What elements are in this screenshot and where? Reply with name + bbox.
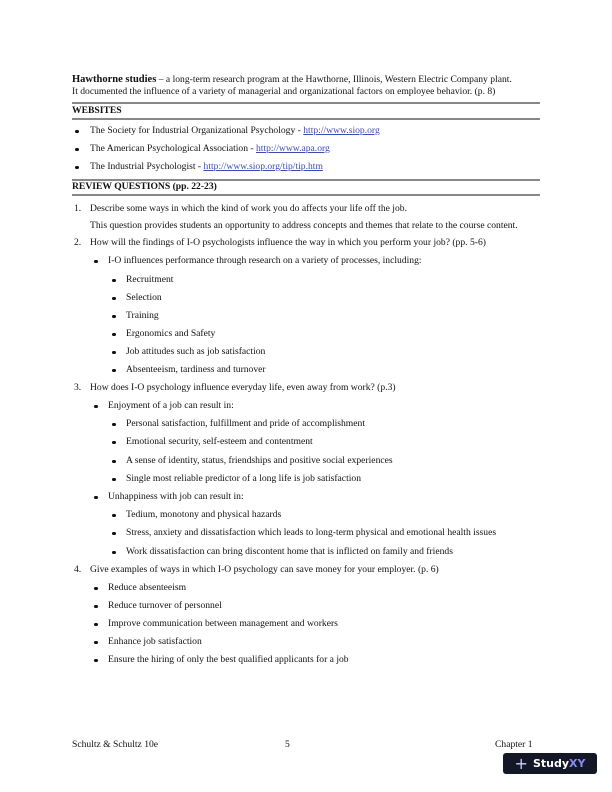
website-item: [90, 143, 330, 155]
website-label: The Society for Industrial Organizational Psychology -: [90, 125, 304, 136]
website-label: The American Psychological Association -: [90, 143, 256, 154]
definition-text: – a long-term research program at the Hawthorne, Illinois, Western Electric Company plant.: [156, 74, 512, 85]
bullet-item: Reduce absenteeism: [108, 582, 187, 593]
footer-left: Schultz & Schultz 10e: [72, 739, 159, 750]
bullet-item: Unhappiness with job can result in:: [108, 491, 244, 502]
bullet-icon: [75, 130, 79, 134]
page-number: 5: [285, 739, 290, 750]
website-link[interactable]: http://www.siop.org: [303, 125, 380, 136]
bullet-icon: [112, 423, 116, 427]
sub-bullet-item: Absenteeism, tardiness and turnover: [126, 364, 266, 375]
website-label: The Industrial Psychologist -: [90, 161, 204, 172]
question-number: 1.: [74, 203, 82, 214]
divider: [72, 118, 540, 120]
definition-line-2: It documented the influence of a variety of managerial and organizational factors on employee behavior. (p. 8): [72, 86, 496, 97]
bullet-icon: [94, 260, 98, 264]
sub-bullet-item: Tedium, monotony and physical hazards: [126, 509, 282, 520]
divider: [72, 194, 540, 196]
bullet-icon: [112, 351, 116, 355]
sub-bullet-item: Work dissatisfaction can bring discontent home that is inflicted on family and friends: [126, 546, 453, 557]
definition-line-1: [72, 74, 512, 86]
question-text: How will the findings of I-O psychologists influence the way in which you perform your job? (pp. 5-6): [90, 237, 486, 248]
bullet-icon: [94, 623, 98, 627]
bullet-item: Reduce turnover of personnel: [108, 600, 222, 611]
review-heading: REVIEW QUESTIONS (pp. 22-23): [72, 181, 217, 192]
question-number: 4.: [74, 564, 82, 575]
sub-bullet-item: Ergonomics and Safety: [126, 328, 216, 339]
bullet-item: Enhance job satisfaction: [108, 636, 202, 647]
bullet-icon: [75, 148, 79, 152]
sub-bullet-item: Recruitment: [126, 274, 174, 285]
answer-text: This question provides students an opportunity to address concepts and themes that relate to the course content.: [90, 220, 518, 231]
bullet-icon: [75, 166, 79, 170]
sub-bullet-item: Selection: [126, 292, 162, 303]
bullet-icon: [94, 605, 98, 609]
sub-bullet-item: Stress, anxiety and dissatisfaction which leads to long-term physical and emotional health issues: [126, 527, 497, 538]
sub-bullet-item: Job attitudes such as job satisfaction: [126, 346, 266, 357]
question-text: How does I-O psychology influence everyday life, even away from work? (p.3): [90, 382, 396, 393]
website-item: [90, 125, 380, 137]
bullet-icon: [112, 315, 116, 319]
question-text: Give examples of ways in which I-O psychology can save money for your employer. (p. 6): [90, 564, 439, 575]
sub-bullet-item: Training: [126, 310, 159, 321]
bullet-icon: [112, 551, 116, 555]
bullet-icon: [94, 496, 98, 500]
bullet-icon: [94, 641, 98, 645]
footer-right: Chapter 1: [495, 739, 533, 750]
sub-bullet-item: Single most reliable predictor of a long life is job satisfaction: [126, 473, 361, 484]
definition-term: Hawthorne studies: [72, 74, 157, 85]
website-link[interactable]: http://www.siop.org/tip/tip.htm: [203, 161, 323, 172]
badge-suffix: XY: [569, 757, 586, 770]
bullet-item: Enjoyment of a job can result in:: [108, 400, 234, 411]
bullet-icon: [112, 279, 116, 283]
sub-bullet-item: Personal satisfaction, fulfillment and pride of accomplishment: [126, 418, 365, 429]
bullet-item: I-O influences performance through research on a variety of processes, including:: [108, 255, 422, 266]
website-item: [90, 161, 323, 173]
bullet-icon: [112, 478, 116, 482]
bullet-icon: [112, 460, 116, 464]
bullet-item: Improve communication between management and workers: [108, 618, 338, 629]
question-number: 2.: [74, 237, 82, 248]
bullet-icon: [112, 514, 116, 518]
divider: [72, 102, 540, 104]
website-link[interactable]: http://www.apa.org: [256, 143, 330, 154]
bullet-icon: [112, 532, 116, 536]
bullet-icon: [94, 587, 98, 591]
badge-name: Study: [532, 757, 569, 770]
studyxy-badge[interactable]: [503, 753, 597, 774]
bullet-item: Ensure the hiring of only the best qualified applicants for a job: [108, 654, 349, 665]
bullet-icon: [112, 369, 116, 373]
question-number: 3.: [74, 382, 82, 393]
bullet-icon: [94, 659, 98, 663]
bullet-icon: [112, 297, 116, 301]
question-text: Describe some ways in which the kind of work you do affects your life off the job.: [90, 203, 407, 214]
sub-bullet-item: Emotional security, self-esteem and contentment: [126, 436, 313, 447]
plus-icon: +: [514, 754, 528, 773]
bullet-icon: [94, 405, 98, 409]
bullet-icon: [112, 441, 116, 445]
bullet-icon: [112, 333, 116, 337]
websites-heading: WEBSITES: [72, 105, 122, 116]
sub-bullet-item: A sense of identity, status, friendships and positive social experiences: [126, 455, 393, 466]
